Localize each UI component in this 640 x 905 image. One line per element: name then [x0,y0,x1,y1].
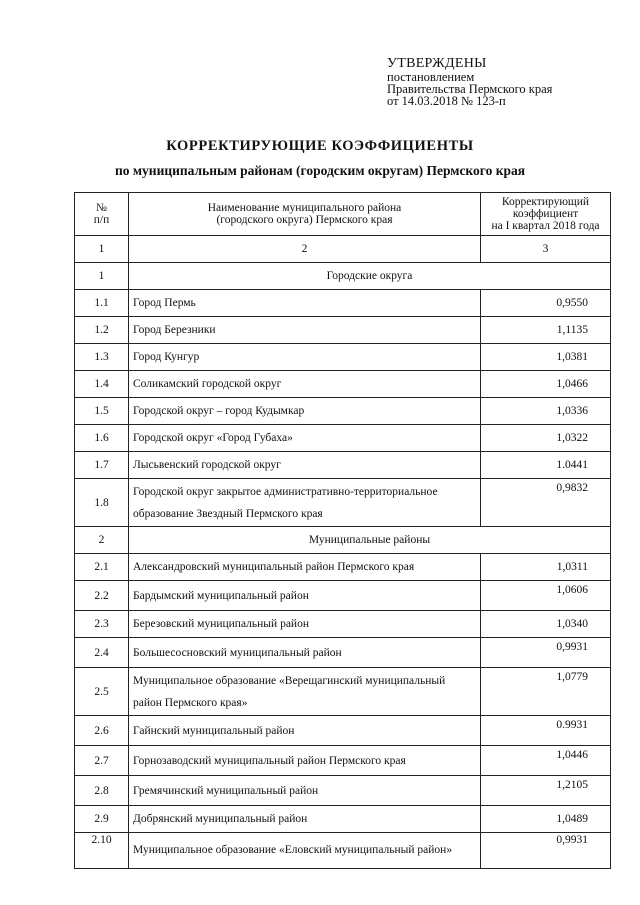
table-row [75,806,611,833]
table-row [75,611,611,638]
row-number: 2.9 [75,806,129,833]
header-name-line: Наименование муниципального района [207,202,402,214]
row-number: 2.1 [75,554,129,581]
table-row [75,290,611,317]
table-row [75,452,611,479]
column-number-row [75,236,611,263]
row-name: Город Березники [129,317,481,344]
row-coefficient: 1,0311 [481,554,611,581]
header-name-line: (городского округа) Пермского края [216,214,393,226]
row-number: 1.7 [75,452,129,479]
row-name: Березовский муниципальный район [129,611,481,638]
table-row [75,581,611,611]
row-coefficient: 0,9931 [481,833,611,869]
row-number: 2.7 [75,746,129,776]
column-number-cell: 1 [75,236,129,263]
document-title: КОРРЕКТИРУЮЩИЕ КОЭФФИЦИЕНТЫ [166,138,474,154]
section-row [75,527,611,554]
row-name: Городской округ «Город Губаха» [129,425,481,452]
row-coefficient: 0,9550 [481,290,611,317]
row-coefficient: 1,0489 [481,806,611,833]
table-row [75,746,611,776]
row-name: Гремячинский муниципальный район [129,776,481,806]
row-coefficient: 0,9931 [481,638,611,668]
header-name [129,193,481,236]
section-title: Городские округа [129,263,611,290]
row-name: Город Пермь [129,290,481,317]
header-number-line: № [96,202,107,214]
row-number: 1.4 [75,371,129,398]
table-row [75,554,611,581]
column-number-cell: 3 [481,236,611,263]
row-number: 1.3 [75,344,129,371]
row-name: Городской округ закрытое административно-территориальное образование Звездный Пермского края [129,479,481,527]
row-name: Горнозаводский муниципальный район Пермского края [129,746,481,776]
section-number: 2 [75,527,129,554]
approval-line-authority: Правительства Пермского края [387,82,553,96]
row-number: 2.6 [75,716,129,746]
table-row [75,425,611,452]
table-row [75,398,611,425]
row-number: 2.5 [75,668,129,716]
approval-line-decree: постановлением [387,70,475,84]
row-name: Большесосновский муниципальный район [129,638,481,668]
row-coefficient: 1,0340 [481,611,611,638]
row-name: Муниципальное образование «Еловский муниципальный район» [129,833,481,869]
document-subtitle: по муниципальным районам (городским округам) Пермского края [114,163,526,178]
table-row [75,716,611,746]
table-row [75,668,611,716]
table-row [75,776,611,806]
table-row [75,638,611,668]
header-coefficient-line: коэффициент [512,208,579,220]
coefficients-table [74,192,611,869]
row-coefficient: 1,1135 [481,317,611,344]
header-number-line: п/п [93,214,110,226]
row-coefficient: 1,0779 [481,668,611,716]
row-coefficient: 1,0466 [481,371,611,398]
row-number: 2.10 [75,833,129,869]
row-number: 2.2 [75,581,129,611]
row-name: Соликамский городской округ [129,371,481,398]
row-coefficient: 0.9931 [481,716,611,746]
row-number: 1.1 [75,290,129,317]
row-name: Городской округ – город Кудымкар [129,398,481,425]
column-number-cell: 2 [129,236,481,263]
row-number: 1.2 [75,317,129,344]
table-row [75,479,611,527]
row-name: Александровский муниципальный район Пермского края [129,554,481,581]
row-name: Бардымский муниципальный район [129,581,481,611]
header-coefficient-line: Корректирующий [501,196,590,208]
row-coefficient: 1,0446 [481,746,611,776]
row-coefficient: 1.0441 [481,452,611,479]
table-header-row [75,193,611,236]
row-name: Добрянский муниципальный район [129,806,481,833]
table-row [75,344,611,371]
row-name: Гайнский муниципальный район [129,716,481,746]
row-name: Муниципальное образование «Верещагинский муниципальный район Пермского края» [129,668,481,716]
row-number: 1.6 [75,425,129,452]
row-name: Лысьвенский городской округ [129,452,481,479]
row-coefficient: 1,0336 [481,398,611,425]
row-coefficient: 1,0381 [481,344,611,371]
table-row [75,833,611,869]
header-coefficient-line: на I квартал 2018 года [491,220,600,232]
section-number: 1 [75,263,129,290]
row-coefficient: 0,9832 [481,479,611,527]
row-coefficient: 1,0606 [481,581,611,611]
row-number: 2.3 [75,611,129,638]
section-title: Муниципальные районы [129,527,611,554]
row-number: 2.8 [75,776,129,806]
header-coefficient [481,193,611,236]
table-row [75,371,611,398]
row-coefficient: 1,2105 [481,776,611,806]
approval-heading: УТВЕРЖДЕНЫ [387,56,487,71]
section-row [75,263,611,290]
approval-line-date: от 14.03.2018 № 123-п [387,94,506,108]
table-row [75,317,611,344]
header-number [75,193,129,236]
row-coefficient: 1,0322 [481,425,611,452]
row-name: Город Кунгур [129,344,481,371]
row-number: 1.5 [75,398,129,425]
approval-block [387,57,552,107]
row-number: 2.4 [75,638,129,668]
row-number: 1.8 [75,479,129,527]
